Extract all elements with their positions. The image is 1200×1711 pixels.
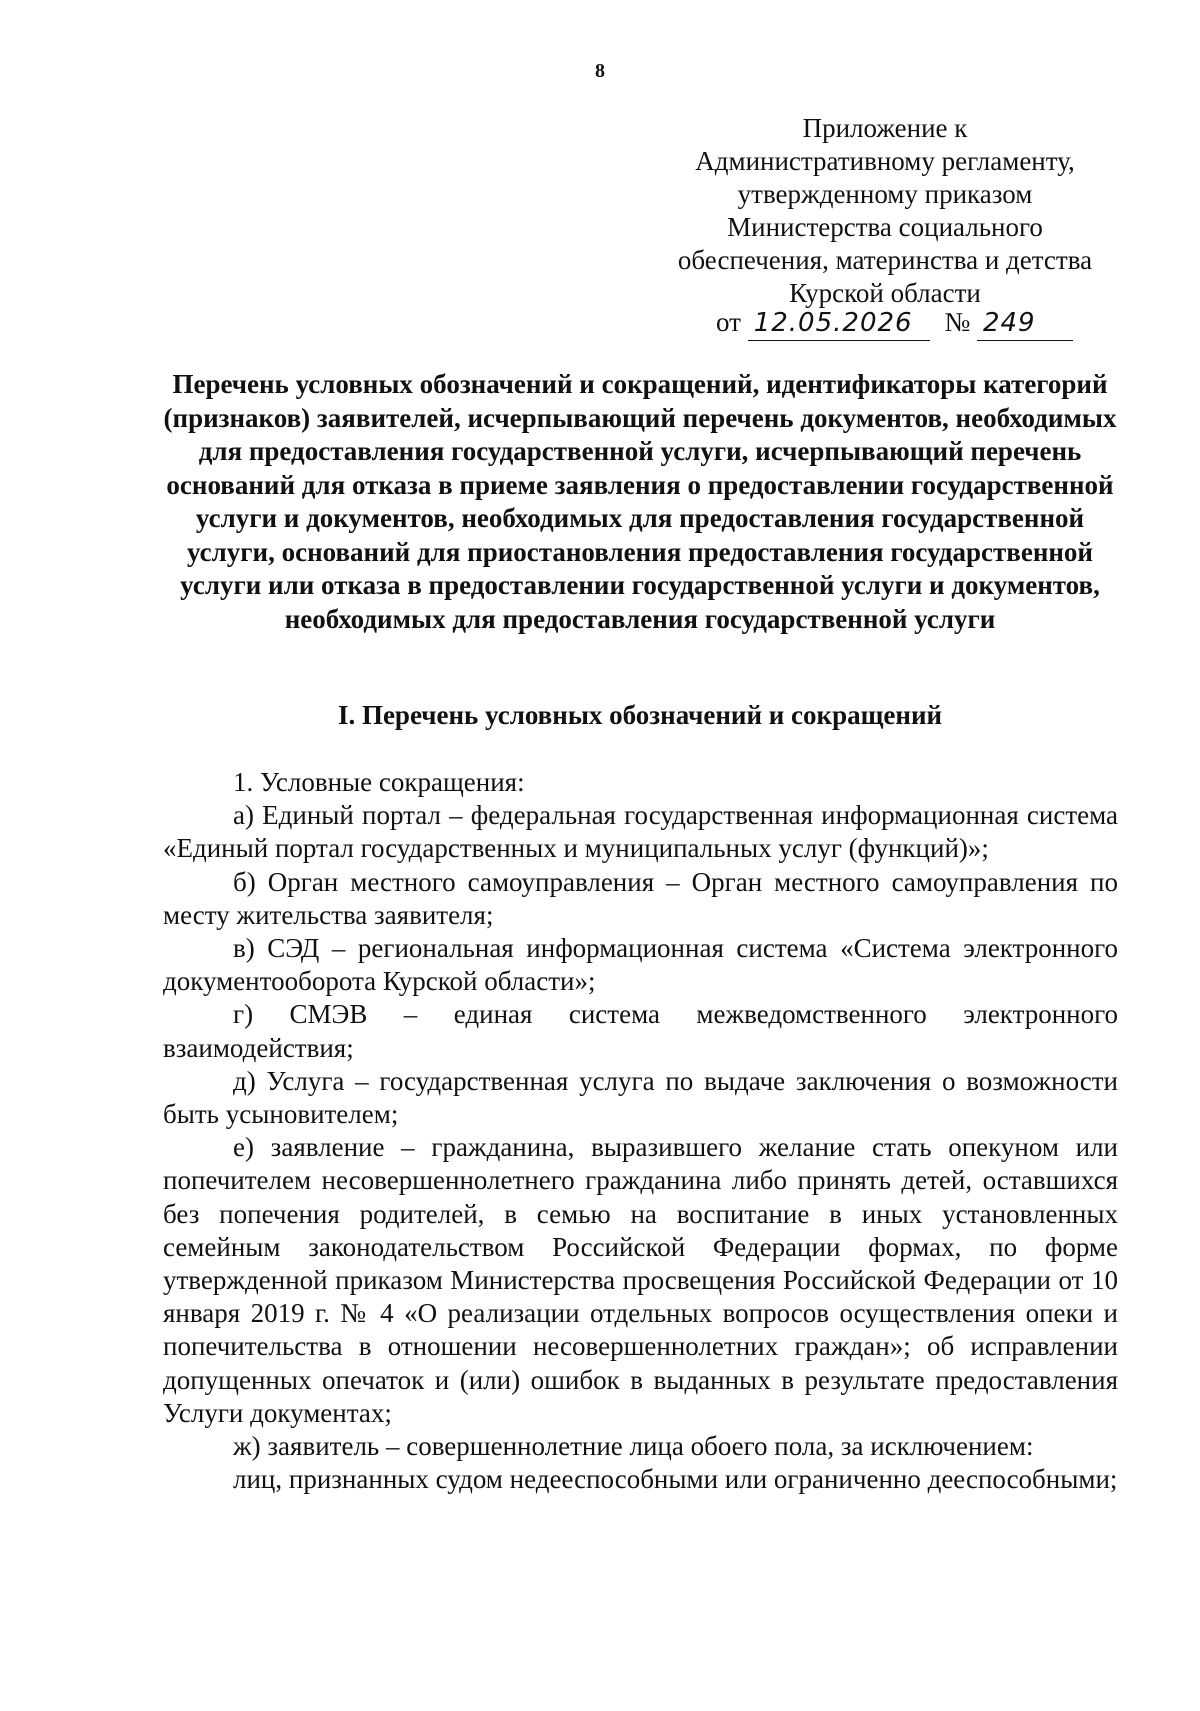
section-heading: I. Перечень условных обозначений и сокращений xyxy=(337,700,943,730)
document-title: Перечень условных обозначений и сокращений, идентификаторы категорий (признаков) заявителей, исчерпывающий перечень документов, необходимых для предоставления государственной услуги, исчерпывающий перечень оснований для отказа в приеме заявления о предоставлении государственной услуги и документов, необходимых для предоставления государственной услуги, оснований для приостановления предоставления государственной услуги или отказа в предоставлении государственной услуги и документов, необходимых для предоставления государственной услуги xyxy=(163,369,1117,634)
paragraph: а) Единый портал – федеральная государственная информационная система «Единый портал государственных и муниципальных услуг (функций)»; xyxy=(163,800,1118,864)
appendix-line: Приложение к xyxy=(802,113,968,143)
number-prefix: № xyxy=(944,307,971,337)
paragraph: д) Услуга – государственная услуга по выдаче заключения о возможности быть усыновителем; xyxy=(163,1065,1118,1130)
appendix-block xyxy=(660,112,1110,310)
appendix-line: Административному регламенту, xyxy=(695,146,1075,176)
handwritten-date: 12.05.2026 xyxy=(748,307,930,341)
paragraph: лиц, признанных судом недееспособными или ограниченно дееспособными; xyxy=(233,1464,1118,1495)
handwritten-order-number: 249 xyxy=(977,307,1073,341)
appendix-line: Министерства социального xyxy=(727,212,1043,242)
paragraph: е) заявление – гражданина, выразившего желание стать опекуном или попечителем несовершеннолетнего гражданина либо принять детей, оставшихся без попечения родителей, в семью на воспитание в иных установленных семейным законодательством Российской Федерации формах, по форме утвержденной приказом Министерства просвещения Российской Федерации от 10 января 2019 г. № 4 «О реализации отдельных вопросов осуществления опеки и попечительства в отношении несовершеннолетних граждан»; об исправлении допущенных опечаток и (или) ошибок в выданных в результате предоставления Услуги документах; xyxy=(163,1132,1118,1428)
date-prefix: от xyxy=(716,307,741,337)
document-body xyxy=(163,766,1118,1496)
order-date-line xyxy=(716,306,1073,341)
appendix-line: Курской области xyxy=(789,278,981,308)
paragraph: г) СМЭВ – единая система межведомственного электронного взаимодействия; xyxy=(163,999,1118,1063)
appendix-line: утвержденному приказом xyxy=(737,179,1033,209)
page-number: 8 xyxy=(595,60,605,82)
paragraph: б) Орган местного самоуправления – Орган местного самоуправления по месту жительства заявителя; xyxy=(163,866,1118,930)
paragraph: в) СЭД – региональная информационная система «Система электронного документооборота Курской области»; xyxy=(163,933,1118,997)
paragraph: 1. Условные сокращения: xyxy=(233,767,525,797)
paragraph: ж) заявитель – совершеннолетние лица обоего пола, за исключением: xyxy=(233,1431,1034,1462)
appendix-line: обеспечения, материнства и детства xyxy=(677,245,1093,275)
